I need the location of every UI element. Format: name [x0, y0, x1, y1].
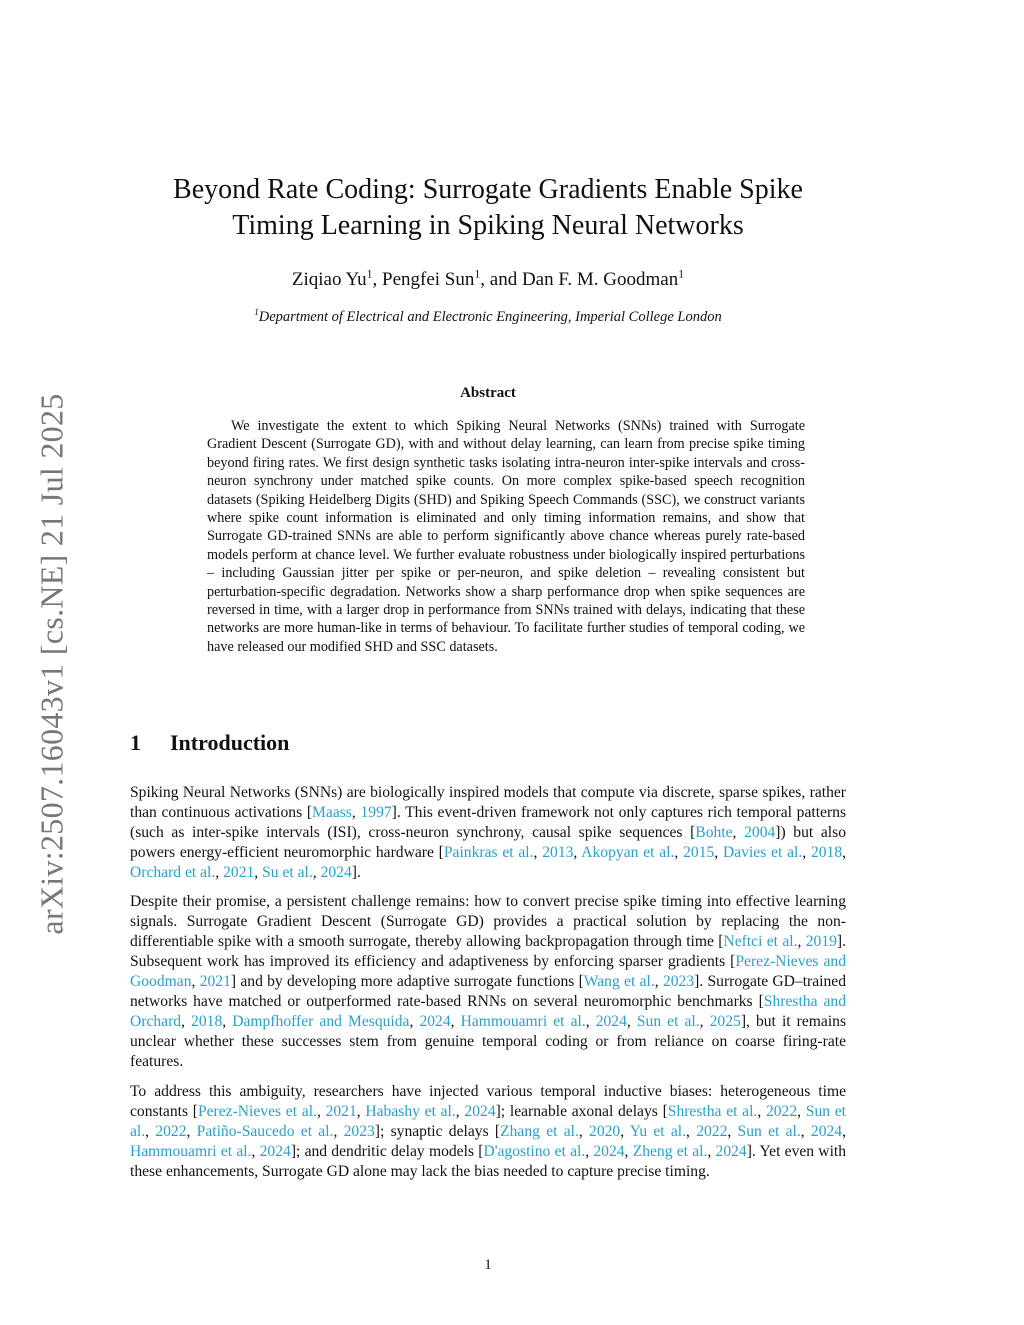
- affiliation-text: Department of Electrical and Electronic Engineering, Imperial College London: [258, 309, 722, 325]
- text-run: Despite their promise, a persistent challenge remains: how to convert precise spike timing into effective learning signals. Surrogate Gradient Descent (Surrogate GD) provides a practical solution by replacing the non-differentiable spike with a smooth surrogate, thereby allowing backpropagation through time [: [130, 893, 846, 950]
- text-run: ,: [191, 973, 200, 990]
- arxiv-identifier-stamp: arXiv:2507.16043v1 [cs.NE] 21 Jul 2025: [33, 393, 70, 935]
- citation-link[interactable]: Painkras et al.: [443, 844, 534, 861]
- citation-link[interactable]: 2022: [696, 1123, 728, 1140]
- affiliation-marker: 1: [254, 307, 259, 318]
- citation-link[interactable]: 2023: [662, 973, 695, 990]
- citation-link[interactable]: Sun et al.: [737, 1123, 801, 1140]
- abstract-heading: Abstract: [460, 385, 516, 401]
- citation-link[interactable]: 2021: [223, 864, 255, 881]
- text-run: ,: [674, 844, 684, 861]
- citation-link[interactable]: Bohte: [695, 824, 733, 841]
- text-run: ,: [797, 933, 806, 950]
- citation-link[interactable]: Zheng et al.: [632, 1143, 708, 1160]
- section-number: 1: [130, 730, 141, 755]
- text-run: ]; learnable axonal delays [: [495, 1103, 668, 1120]
- author-name: Dan F. M. Goodman: [521, 269, 679, 290]
- text-run: ,: [251, 1143, 260, 1160]
- text-run: To address this ambiguity, researchers have injected various temporal inductive biases: heterogeneous time constants [: [130, 1083, 846, 1120]
- citation-link[interactable]: 2013: [542, 844, 574, 861]
- citation-link[interactable]: Perez-Nieves et al.: [197, 1103, 317, 1120]
- author-list: [130, 268, 846, 292]
- citation-link[interactable]: Patiño-Saucedo et al.: [196, 1123, 334, 1140]
- text-run: ,: [686, 1123, 697, 1140]
- citation-link[interactable]: Davies et al.: [722, 844, 803, 861]
- text-run: ,: [312, 864, 321, 881]
- citation-link[interactable]: 2022: [155, 1123, 187, 1140]
- citation-link[interactable]: 2024: [259, 1143, 291, 1160]
- citation-link[interactable]: Dampfhoffer and Mesquida: [232, 1013, 410, 1030]
- citation-link[interactable]: 2024: [595, 1013, 627, 1030]
- text-run: ,: [714, 844, 723, 861]
- text-run: ,: [181, 1013, 192, 1030]
- citation-link[interactable]: 2004: [744, 824, 776, 841]
- citation-link[interactable]: 2024: [810, 1123, 843, 1140]
- title-line-1: Beyond Rate Coding: Surrogate Gradients Enable Spike: [173, 174, 803, 205]
- text-run: ]. Surrogate GD–trained networks have matched or outperformed rate-based RNNs on several neuromorphic benchmarks [: [130, 973, 847, 1010]
- citation-link[interactable]: 2024: [320, 864, 352, 881]
- citation-link[interactable]: 2019: [805, 933, 837, 950]
- intro-paragraph-1: [130, 783, 846, 883]
- paper-title: [130, 172, 846, 244]
- text-run: ,: [455, 1103, 465, 1120]
- citation-link[interactable]: 2020: [589, 1123, 621, 1140]
- citation-link[interactable]: Zhang et al.: [500, 1123, 579, 1140]
- citation-link[interactable]: D'agostino et al.: [483, 1143, 586, 1160]
- text-run: ,: [727, 1123, 738, 1140]
- abstract-body: We investigate the extent to which Spiking Neural Networks (SNNs) trained with Surrogate Gradient Descent (Surrogate GD), with and without delay learning, can learn from precise spike timing beyond firing rates. We first design synthetic tasks isolating intra-neuron inter-spike intervals and cross-neuron synchrony under matched spike counts. On more complex spike-based speech recognition datasets (Spiking Heidelberg Digits (SHD) and Spiking Speech Commands (SSC), we construct variants where spike count information is eliminated and only timing information remains, and show that Surrogate GD-trained SNNs are able to perform significantly above chance whereas purely rate-based models perform at chance level. We further evaluate robustness under biologically inspired perturbations – including Gaussian jitter per spike or per-neuron, and spike deletion – revealing consistent but perturbation-specific degradation. Networks show a sharp performance drop when spike sequences are reversed in time, with a larger drop in performance from SNNs trained with delays, indicating that these networks are more human-like in terms of behaviour. To facilitate further studies of temporal coding, we have released our modified SHD and SSC datasets.: [207, 418, 805, 655]
- section-title: Introduction: [170, 730, 290, 755]
- text-run: ,: [585, 1143, 594, 1160]
- citation-link[interactable]: Yu et al.: [629, 1123, 687, 1140]
- text-run: ,: [533, 844, 543, 861]
- text-run: ,: [409, 1013, 420, 1030]
- citation-link[interactable]: Shrestha and Orchard: [130, 993, 846, 1030]
- text-run: ,: [842, 844, 847, 861]
- text-run: ].: [351, 864, 361, 881]
- author-name: Ziqiao Yu: [291, 269, 367, 290]
- text-run: ,: [356, 1103, 366, 1120]
- citation-link[interactable]: Orchard et al.: [130, 864, 216, 881]
- text-run: ,: [654, 973, 663, 990]
- citation-link[interactable]: 1997: [360, 804, 392, 821]
- text-run: ,: [573, 844, 582, 861]
- text-run: ,: [797, 1103, 806, 1120]
- text-run: ]. This event-driven framework not only captures rich temporal patterns (such as inter-spike intervals (ISI), cross-neuron synchrony, causal spike sequences [: [130, 804, 847, 841]
- text-run: ,: [707, 1143, 716, 1160]
- text-run: ,: [624, 1143, 633, 1160]
- page-number: 1: [484, 1257, 492, 1273]
- text-run: ]. Yet even with these enhancements, Surrogate GD alone may lack the bias needed to capture precise timing.: [130, 1143, 847, 1180]
- citation-link[interactable]: Su et al.: [262, 864, 313, 881]
- text-run: ,: [757, 1103, 766, 1120]
- affiliation: [130, 307, 846, 327]
- text-run: ,: [800, 1123, 811, 1140]
- author-separator: , and: [480, 269, 522, 290]
- text-run: ,: [620, 1123, 630, 1140]
- text-run: ,: [186, 1123, 197, 1140]
- citation-link[interactable]: Akopyan et al.: [581, 844, 675, 861]
- text-run: ,: [732, 824, 745, 841]
- text-run: ]; and dendritic delay models [: [290, 1143, 484, 1160]
- text-run: ,: [145, 1123, 156, 1140]
- citation-link[interactable]: 2024: [715, 1143, 747, 1160]
- citation-link[interactable]: 2025: [709, 1013, 741, 1030]
- citation-link[interactable]: 2022: [765, 1103, 798, 1120]
- text-run: ,: [842, 1123, 846, 1140]
- text-run: ,: [215, 864, 224, 881]
- citation-link[interactable]: 2021: [199, 973, 231, 990]
- text-run: ] and by developing more adaptive surrogate functions [: [230, 973, 584, 990]
- text-run: ]; synaptic delays [: [374, 1123, 501, 1140]
- text-run: ,: [585, 1013, 596, 1030]
- intro-paragraph-2: [130, 892, 846, 1072]
- text-run: ]. Subsequent work has improved its efficiency and adaptiveness by enforcing sparser gradients [: [130, 933, 846, 970]
- citation-link[interactable]: Shrestha et al.: [667, 1103, 758, 1120]
- text-run: Spiking Neural Networks (SNNs) are biologically inspired models that compute via discrete, sparse spikes, rather than continuous activations [: [130, 784, 846, 821]
- text-run: ,: [254, 864, 263, 881]
- text-run: ,: [222, 1013, 233, 1030]
- citation-link[interactable]: Wang et al.: [583, 973, 655, 990]
- text-run: ,: [351, 804, 361, 821]
- citation-link[interactable]: Hammouamri et al.: [130, 1143, 252, 1160]
- text-run: ,: [316, 1103, 326, 1120]
- text-run: ]) but also powers energy-efficient neuromorphic hardware [: [130, 824, 846, 861]
- citation-link[interactable]: 2023: [343, 1123, 375, 1140]
- intro-paragraph-3: [130, 1082, 846, 1182]
- text-run: ], but it remains unclear whether these successes stem from genuine temporal coding or from reliance on coarse firing-rate features.: [130, 1013, 847, 1070]
- text-run: ,: [333, 1123, 344, 1140]
- citation-link[interactable]: Sun et al.: [636, 1013, 700, 1030]
- author-separator: ,: [372, 269, 383, 290]
- text-run: ,: [699, 1013, 710, 1030]
- citation-link[interactable]: Habashy et al.: [365, 1103, 456, 1120]
- citation-link[interactable]: Sun et al.: [130, 1103, 847, 1140]
- citation-link[interactable]: 2024: [593, 1143, 625, 1160]
- affiliation-marker: 1: [366, 267, 373, 281]
- citation-link[interactable]: 2018: [191, 1013, 223, 1030]
- text-run: ,: [578, 1123, 590, 1140]
- citation-link[interactable]: 2015: [683, 844, 715, 861]
- affiliation-marker: 1: [678, 267, 685, 281]
- citation-link[interactable]: 2018: [810, 844, 843, 861]
- text-run: ,: [626, 1013, 637, 1030]
- citation-link[interactable]: 2021: [325, 1103, 357, 1120]
- text-run: ,: [802, 844, 811, 861]
- affiliation-marker: 1: [474, 267, 481, 281]
- citation-link[interactable]: Hammouamri et al.: [460, 1013, 586, 1030]
- author-name: Pengfei Sun: [382, 269, 475, 290]
- citation-link[interactable]: Perez-Nieves and Goodman: [130, 953, 846, 990]
- citation-link[interactable]: 2024: [464, 1103, 496, 1120]
- title-line-2: Timing Learning in Spiking Neural Networks: [232, 210, 744, 241]
- citation-link[interactable]: 2024: [419, 1013, 451, 1030]
- text-run: ,: [450, 1013, 461, 1030]
- citation-link[interactable]: Maass: [312, 804, 352, 821]
- citation-link[interactable]: Neftci et al.: [723, 933, 798, 950]
- section-heading-introduction: [130, 730, 289, 756]
